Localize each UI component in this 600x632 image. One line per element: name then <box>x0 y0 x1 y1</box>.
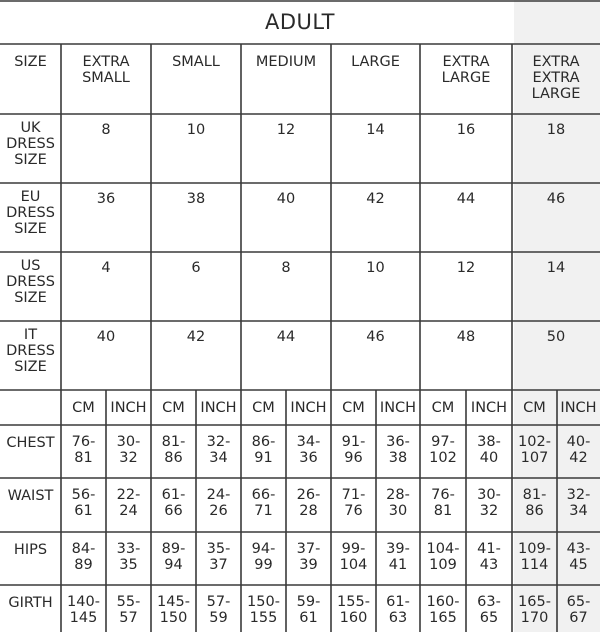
measure-value <box>376 585 420 632</box>
unit-cm-header-line: CM <box>431 399 455 416</box>
conversion-value <box>151 183 241 252</box>
conversion-value <box>331 114 420 183</box>
measure-value-line: 34- <box>296 434 321 450</box>
measure-value-line: 26 <box>209 503 228 519</box>
measure-value <box>286 425 331 478</box>
measure-value-line: 32- <box>206 434 231 450</box>
measure-value-line: 66- <box>251 487 276 503</box>
conversion-value-line: 10 <box>366 260 385 276</box>
conversion-value-line: 40 <box>276 191 296 207</box>
measure-value <box>196 478 241 532</box>
measure-value-line: 102- <box>518 434 551 450</box>
measure-value <box>106 585 151 632</box>
measure-value-line: 81- <box>161 434 186 450</box>
measure-value <box>286 478 331 532</box>
size-column-header <box>512 44 600 114</box>
conversion-row-label-line: SIZE <box>14 290 47 306</box>
measure-value <box>61 478 106 532</box>
measure-value-line: 84- <box>71 541 96 557</box>
measure-value <box>420 585 466 632</box>
size-column-header-line: EXTRA <box>532 54 580 70</box>
measure-value-line: 91 <box>254 450 273 466</box>
measure-value-line: 30- <box>477 487 501 503</box>
conversion-value-line: 40 <box>96 329 116 345</box>
measure-value <box>466 532 512 585</box>
measure-value-line: 57- <box>206 594 231 610</box>
size-column-header <box>420 44 512 114</box>
conversion-value <box>420 252 512 321</box>
conversion-value-line: 44 <box>276 329 296 345</box>
measure-row-label-line: WAIST <box>7 488 54 504</box>
measure-value-line: 114 <box>520 557 549 573</box>
measure-value <box>196 532 241 585</box>
measure-value-line: 28- <box>386 487 410 503</box>
measure-value-line: 30- <box>116 434 141 450</box>
unit-inch-header-line: INCH <box>110 399 147 416</box>
measure-value-line: 81 <box>74 450 93 466</box>
measure-value-line: 61- <box>161 487 186 503</box>
conversion-row-label-line: EU <box>20 189 41 205</box>
measure-value-line: 165 <box>429 610 457 626</box>
measure-value-line: 43- <box>566 541 591 557</box>
measure-value <box>331 425 376 478</box>
measure-value-line: 102 <box>429 450 457 466</box>
measure-value-line: 170 <box>520 610 549 626</box>
measure-value-line: 76- <box>431 487 455 503</box>
conversion-value-line: 36 <box>96 191 116 207</box>
conversion-value-line: 12 <box>276 122 296 138</box>
measure-value-line: 34 <box>209 450 228 466</box>
measure-value <box>61 532 106 585</box>
unit-inch-header <box>376 390 420 425</box>
measure-value-line: 34 <box>569 503 588 519</box>
conversion-value <box>512 321 600 390</box>
measure-value-line: 71 <box>254 503 273 519</box>
size-column-header-line: EXTRA <box>442 54 490 70</box>
measure-value-line: 57 <box>119 610 138 626</box>
measure-row-label <box>0 425 61 478</box>
conversion-value-line: 48 <box>456 329 476 345</box>
conversion-value-line: 44 <box>456 191 476 207</box>
measure-value <box>196 425 241 478</box>
measure-value <box>151 425 196 478</box>
measure-value-line: 59 <box>209 610 228 626</box>
unit-inch-header <box>196 390 241 425</box>
measure-value-line: 61 <box>299 610 318 626</box>
conversion-row-label <box>0 114 61 183</box>
size-column-header-line: LARGE <box>351 54 400 70</box>
measure-value <box>512 425 557 478</box>
measure-value <box>106 425 151 478</box>
conversion-value <box>241 114 331 183</box>
measure-value <box>61 425 106 478</box>
measure-value <box>420 532 466 585</box>
measure-value-line: 39 <box>299 557 318 573</box>
measure-value-line: 41 <box>388 557 408 573</box>
conversion-value-line: 42 <box>366 191 385 207</box>
conversion-value-line: 14 <box>546 260 566 276</box>
measure-value <box>512 585 557 632</box>
measure-value <box>331 585 376 632</box>
conversion-row-label-line: SIZE <box>14 221 47 237</box>
measure-value-line: 63 <box>388 610 408 626</box>
conversion-value <box>331 321 420 390</box>
measure-value-line: 39- <box>386 541 410 557</box>
conversion-row-label-line: US <box>20 258 41 274</box>
measure-row-label <box>0 532 61 585</box>
unit-cm-header <box>420 390 466 425</box>
conversion-row-label-line: DRESS <box>6 343 55 359</box>
measure-value-line: 109- <box>518 541 551 557</box>
measure-value <box>376 478 420 532</box>
conversion-value-line: 8 <box>281 260 291 276</box>
measure-value <box>557 532 600 585</box>
conversion-value-line: 46 <box>546 191 566 207</box>
unit-cm-header <box>61 390 106 425</box>
conversion-value-line: 38 <box>186 191 206 207</box>
size-column-header-line: MEDIUM <box>255 54 317 70</box>
conversion-value <box>151 321 241 390</box>
measure-value <box>286 532 331 585</box>
measure-value-line: 61 <box>74 503 93 519</box>
measure-value <box>286 585 331 632</box>
measure-value <box>420 478 466 532</box>
conversion-row-label <box>0 183 61 252</box>
measure-value-line: 155- <box>337 594 370 610</box>
size-column-header-line: EXTRA <box>532 70 580 86</box>
conversion-value <box>61 252 151 321</box>
measure-value <box>106 478 151 532</box>
unit-cm-header <box>331 390 376 425</box>
measure-value <box>241 585 286 632</box>
conversion-row-label <box>0 321 61 390</box>
conversion-row-label-line: SIZE <box>14 359 47 375</box>
measure-value <box>466 425 512 478</box>
measure-row-label-line: GIRTH <box>8 595 53 611</box>
conversion-value-line: 10 <box>186 122 206 138</box>
measure-value-line: 22- <box>116 487 141 503</box>
unit-inch-header-line: INCH <box>560 399 597 416</box>
conversion-value-line: 14 <box>366 122 385 138</box>
measure-value-line: 67 <box>569 610 588 626</box>
measure-value-line: 56- <box>71 487 96 503</box>
measure-value <box>557 478 600 532</box>
measure-value-line: 86 <box>164 450 183 466</box>
conversion-row-label-line: IT <box>23 327 38 343</box>
unit-inch-header-line: INCH <box>200 399 237 416</box>
measure-value-line: 91- <box>341 434 366 450</box>
measure-value-line: 32 <box>479 503 499 519</box>
size-column-header-line: SMALL <box>172 54 220 70</box>
unit-cm-header <box>512 390 557 425</box>
measure-value <box>196 585 241 632</box>
measure-value <box>106 532 151 585</box>
measure-value-line: 145- <box>157 594 190 610</box>
conversion-row-label-line: DRESS <box>6 274 55 290</box>
measure-value <box>512 478 557 532</box>
measure-value-line: 38 <box>388 450 408 466</box>
unit-inch-header-line: INCH <box>379 399 417 416</box>
measure-value-line: 61- <box>386 594 410 610</box>
conversion-value <box>151 114 241 183</box>
measure-value <box>420 425 466 478</box>
unit-cm-header <box>241 390 286 425</box>
measure-value <box>151 532 196 585</box>
measure-value-line: 155 <box>249 610 278 626</box>
unit-inch-header-line: INCH <box>290 399 327 416</box>
measure-value-line: 65- <box>566 594 591 610</box>
conversion-value <box>512 183 600 252</box>
measure-value-line: 32 <box>119 450 138 466</box>
measure-row-label-line: HIPS <box>13 542 48 558</box>
measure-value-line: 30 <box>388 503 408 519</box>
measure-value-line: 35- <box>206 541 231 557</box>
measure-value <box>241 478 286 532</box>
conversion-value <box>331 183 420 252</box>
measure-value-line: 71- <box>341 487 366 503</box>
size-header <box>0 44 61 114</box>
measure-value-line: 45 <box>569 557 588 573</box>
conversion-value <box>331 252 420 321</box>
measure-value-line: 160- <box>426 594 460 610</box>
conversion-value <box>61 183 151 252</box>
measure-value <box>331 478 376 532</box>
measure-value-line: 28 <box>299 503 318 519</box>
unit-inch-header <box>557 390 600 425</box>
unit-cm-header-line: CM <box>523 399 546 416</box>
measure-value-line: 76- <box>71 434 96 450</box>
measure-value-line: 94 <box>164 557 183 573</box>
conversion-value <box>151 252 241 321</box>
measure-value <box>466 585 512 632</box>
measure-value-line: 109 <box>429 557 457 573</box>
measure-value-line: 36- <box>386 434 410 450</box>
measure-value <box>376 532 420 585</box>
measure-value-line: 89- <box>161 541 186 557</box>
conversion-value <box>61 321 151 390</box>
conversion-value <box>61 114 151 183</box>
measure-value-line: 94- <box>251 541 276 557</box>
measure-value-line: 86- <box>251 434 276 450</box>
measure-value <box>241 532 286 585</box>
measure-value-line: 36 <box>299 450 318 466</box>
measure-value-line: 65 <box>479 610 499 626</box>
measure-row-label-line: CHEST <box>6 435 55 451</box>
measure-value-line: 150- <box>247 594 280 610</box>
conversion-value-line: 18 <box>546 122 566 138</box>
size-column-header-line: SMALL <box>82 70 130 86</box>
conversion-value-line: 16 <box>456 122 476 138</box>
measure-value-line: 89 <box>74 557 93 573</box>
measure-value-line: 33- <box>116 541 141 557</box>
conversion-row-label-line: UK <box>20 120 41 136</box>
measure-value-line: 160 <box>339 610 368 626</box>
measure-value <box>512 532 557 585</box>
conversion-value-line: 50 <box>546 329 566 345</box>
unit-cm-header-line: CM <box>162 399 185 416</box>
measure-value-line: 150 <box>159 610 188 626</box>
unit-inch-header <box>286 390 331 425</box>
measure-value-line: 26- <box>296 487 321 503</box>
conversion-value <box>420 183 512 252</box>
conversion-row-label-line: DRESS <box>6 205 55 221</box>
unit-cm-header-line: CM <box>252 399 275 416</box>
measure-value-line: 55- <box>116 594 141 610</box>
measure-value <box>331 532 376 585</box>
size-column-header-line: LARGE <box>531 86 581 102</box>
unit-cm-header-line: CM <box>72 399 95 416</box>
measure-value <box>151 585 196 632</box>
measure-value-line: 41- <box>477 541 501 557</box>
measure-value-line: 99- <box>341 541 366 557</box>
table-title: ADULT <box>264 10 336 34</box>
conversion-row-label-line: SIZE <box>14 152 47 168</box>
size-column-header <box>331 44 420 114</box>
measure-value <box>241 425 286 478</box>
conversion-value <box>241 183 331 252</box>
size-column-header-line: LARGE <box>441 70 491 86</box>
measure-row-label <box>0 478 61 532</box>
measure-value-line: 76 <box>344 503 363 519</box>
size-column-header-line: EXTRA <box>82 54 130 70</box>
conversion-value-line: 6 <box>191 260 201 276</box>
unit-inch-header-line: INCH <box>470 399 508 416</box>
measure-value <box>61 585 106 632</box>
size-column-header <box>61 44 151 114</box>
measure-value-line: 96 <box>344 450 363 466</box>
measure-value-line: 59- <box>296 594 321 610</box>
measure-value <box>151 478 196 532</box>
measure-value <box>557 585 600 632</box>
unit-inch-header <box>106 390 151 425</box>
measure-value-line: 81- <box>522 487 547 503</box>
measure-value <box>466 478 512 532</box>
measure-value-line: 40 <box>479 450 499 466</box>
measure-value <box>376 425 420 478</box>
conversion-value <box>241 252 331 321</box>
measure-value-line: 37 <box>209 557 228 573</box>
measure-value-line: 107 <box>520 450 549 466</box>
conversion-row-label-line: DRESS <box>6 136 55 152</box>
measure-value-line: 35 <box>119 557 138 573</box>
size-header-line: SIZE <box>14 54 47 70</box>
measure-value-line: 165- <box>518 594 551 610</box>
measure-value-line: 63- <box>477 594 501 610</box>
measure-value-line: 37- <box>296 541 321 557</box>
unit-cm-header <box>151 390 196 425</box>
measure-value-line: 86 <box>525 503 544 519</box>
measure-value-line: 99 <box>254 557 273 573</box>
measure-value-line: 32- <box>566 487 591 503</box>
conversion-value-line: 42 <box>186 329 206 345</box>
measure-value-line: 24- <box>206 487 231 503</box>
conversion-value <box>420 114 512 183</box>
unit-inch-header <box>466 390 512 425</box>
conversion-value-line: 12 <box>456 260 476 276</box>
measure-value-line: 38- <box>477 434 501 450</box>
measure-value-line: 40- <box>566 434 591 450</box>
conversion-value-line: 8 <box>101 122 111 138</box>
conversion-row-label <box>0 252 61 321</box>
measure-value <box>557 425 600 478</box>
measure-value-line: 140- <box>67 594 100 610</box>
conversion-value <box>420 321 512 390</box>
measure-row-label <box>0 585 61 632</box>
size-column-header <box>241 44 331 114</box>
measure-value-line: 104 <box>339 557 368 573</box>
size-column-header <box>151 44 241 114</box>
conversion-value-line: 4 <box>101 260 111 276</box>
measure-value-line: 24 <box>119 503 138 519</box>
measure-value-line: 42 <box>569 450 588 466</box>
measure-value-line: 66 <box>164 503 183 519</box>
conversion-value <box>512 114 600 183</box>
measure-value-line: 104- <box>426 541 460 557</box>
unit-cm-header-line: CM <box>342 399 365 416</box>
measure-value-line: 97- <box>431 434 455 450</box>
conversion-value-line: 46 <box>366 329 385 345</box>
measure-value-line: 145 <box>69 610 98 626</box>
conversion-value <box>241 321 331 390</box>
conversion-value <box>512 252 600 321</box>
measure-value-line: 43 <box>479 557 499 573</box>
measure-value-line: 81 <box>433 503 453 519</box>
